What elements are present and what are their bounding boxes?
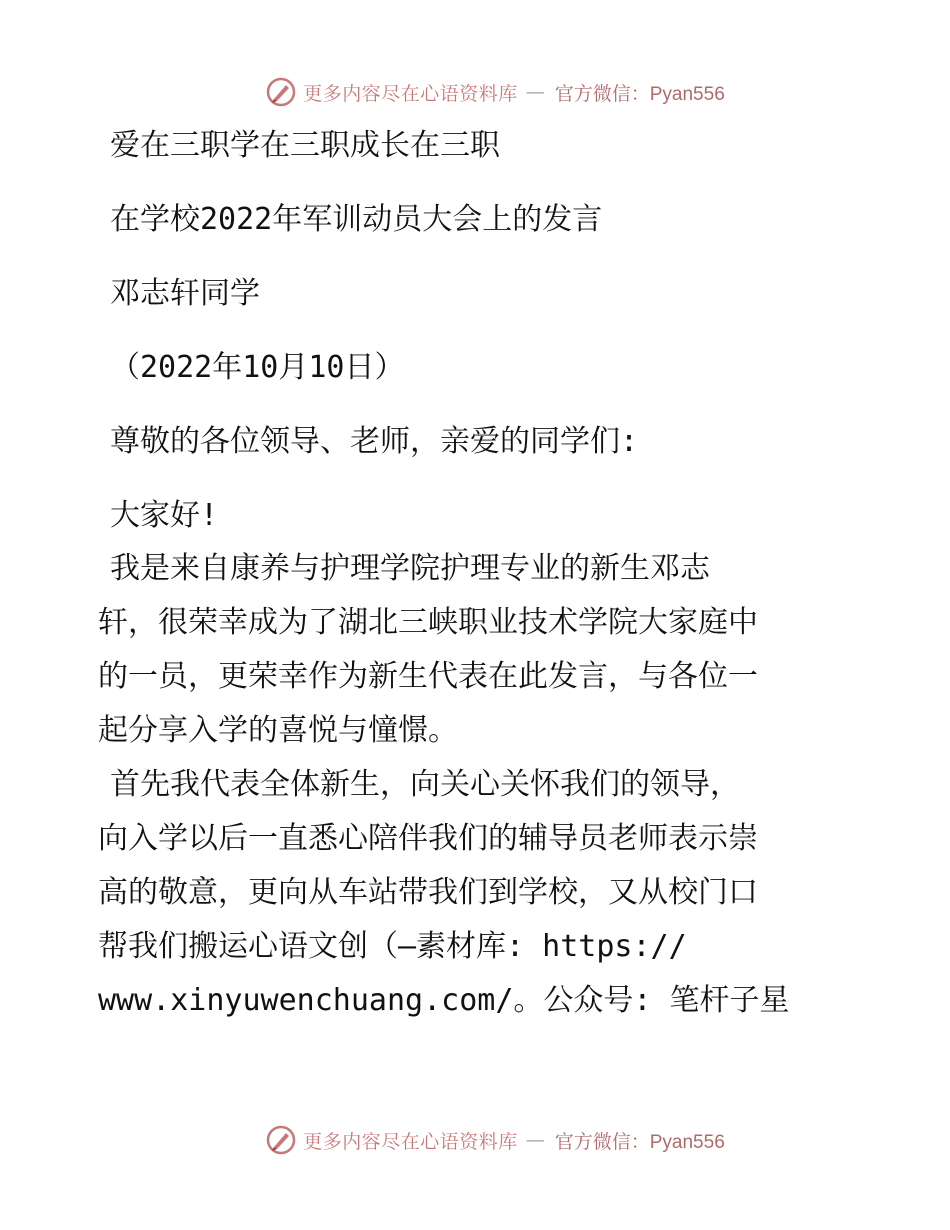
paragraph-line: www.xinyuwenchuang.com/。公众号: 笔杆子星 xyxy=(98,983,790,1018)
paragraph-2 xyxy=(98,758,858,1028)
document-subtitle: 在学校2022年军训动员大会上的发言 xyxy=(110,202,603,237)
paragraph-line: 向入学以后一直悉心陪伴我们的辅导员老师表示崇 xyxy=(98,821,758,856)
paragraph-line: 我是来自康养与护理学院护理专业的新生邓志 xyxy=(110,551,710,586)
salutation: 尊敬的各位领导、老师，亲爱的同学们: xyxy=(110,424,639,459)
pen-logo-icon xyxy=(265,76,297,108)
header-banner xyxy=(0,72,950,112)
paragraph-line: 轩，很荣幸成为了湖北三峡职业技术学院大家庭中 xyxy=(98,605,758,640)
footer-banner xyxy=(0,1120,950,1160)
paragraph-line: 起分享入学的喜悦与憧憬。 xyxy=(98,713,458,748)
banner-inner xyxy=(265,1124,725,1156)
speaker-name: 邓志轩同学 xyxy=(110,276,260,311)
banner-wechat: 官方微信：Pyan556 xyxy=(554,1131,725,1153)
speech-date: （2022年10月10日） xyxy=(110,350,405,385)
document-body xyxy=(98,120,858,1028)
pen-logo-icon xyxy=(265,1124,297,1156)
paragraph-line: 帮我们搬运心语文创（—素材库: https:// xyxy=(98,929,687,964)
paragraph-line: 首先我代表全体新生，向关心关怀我们的领导， xyxy=(110,767,740,802)
banner-wechat: 官方微信：Pyan556 xyxy=(554,83,725,105)
greeting: 大家好! xyxy=(110,498,219,533)
banner-text: 更多内容尽在心语资料库 xyxy=(303,1130,518,1153)
banner-separator: — xyxy=(525,81,545,103)
banner-text: 更多内容尽在心语资料库 xyxy=(303,82,518,105)
paragraph-1 xyxy=(98,542,858,758)
paragraph-line: 高的敬意，更向从车站带我们到学校，又从校门口 xyxy=(98,875,758,910)
banner-inner xyxy=(265,76,725,108)
document-title: 爱在三职学在三职成长在三职 xyxy=(110,128,500,163)
banner-separator: — xyxy=(525,1129,545,1151)
paragraph-line: 的一员，更荣幸作为新生代表在此发言，与各位一 xyxy=(98,659,758,694)
